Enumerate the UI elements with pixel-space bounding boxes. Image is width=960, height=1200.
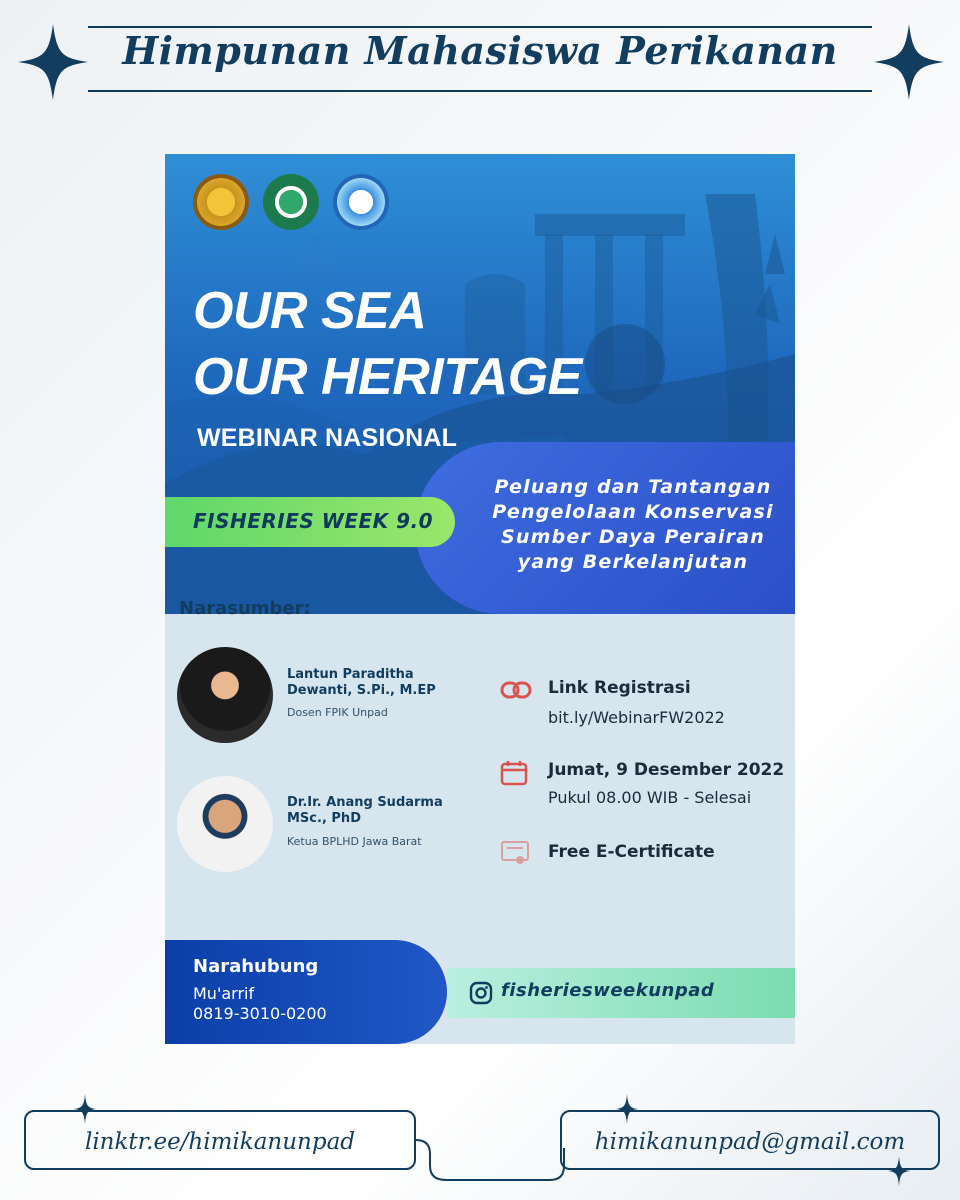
speaker-name: Lantun Paraditha xyxy=(287,667,414,682)
speaker-name: Dr.Ir. Anang Sudarma xyxy=(287,795,443,810)
himpunan-logo xyxy=(263,174,319,230)
contact-panel xyxy=(165,940,447,1044)
avatar xyxy=(177,776,273,872)
topic-line: yang Berkelanjutan xyxy=(517,551,749,573)
page-title: Himpunan Mahasiswa Perikanan xyxy=(122,28,838,73)
registration-label: Link Registrasi xyxy=(548,678,691,698)
link-icon xyxy=(500,680,532,700)
webinar-poster xyxy=(165,154,795,1044)
poster-title-line1: OUR SEA xyxy=(193,282,427,340)
speakers-heading: Narasumber: xyxy=(179,598,311,619)
calendar-icon xyxy=(500,760,528,786)
topic-line: Peluang dan Tantangan xyxy=(494,476,772,498)
event-badge-label: FISHERIES WEEK 9.0 xyxy=(193,509,434,533)
topic-line: Pengelolaan Konservasi xyxy=(492,501,774,523)
instagram-icon xyxy=(469,981,493,1005)
poster-subtitle: WEBINAR NASIONAL xyxy=(197,424,458,452)
sparkle-icon xyxy=(18,24,88,100)
linktree-link[interactable]: linktr.ee/himikanunpad xyxy=(84,1129,356,1155)
sparkle-icon xyxy=(874,24,944,100)
contact-name: Mu'arrif xyxy=(193,984,255,1003)
speaker-role: Ketua BPLHD Jawa Barat xyxy=(287,835,422,848)
header-line-bottom xyxy=(88,90,872,92)
contact-phone: 0819-3010-0200 xyxy=(193,1004,327,1023)
speaker-name: MSc., PhD xyxy=(287,811,361,826)
poster-hero xyxy=(165,154,795,614)
avatar xyxy=(177,647,273,743)
sparkle-icon xyxy=(888,1156,910,1186)
certificate-icon xyxy=(500,840,530,866)
poster-title-line2: OUR HERITAGE xyxy=(193,348,582,406)
registration-link[interactable]: bit.ly/WebinarFW2022 xyxy=(548,708,725,727)
speaker-role: Dosen FPIK Unpad xyxy=(287,706,388,719)
contact-heading: Narahubung xyxy=(193,956,319,977)
email-link[interactable]: himikanunpad@gmail.com xyxy=(594,1129,906,1155)
event-badge xyxy=(165,497,455,547)
fisheries-week-logo xyxy=(333,174,389,230)
sparkle-icon xyxy=(616,1094,638,1124)
event-time: Pukul 08.00 WIB - Selesai xyxy=(548,788,752,807)
instagram-bar xyxy=(447,968,795,1018)
event-date: Jumat, 9 Desember 2022 xyxy=(548,760,785,780)
footer-connector xyxy=(400,1118,580,1188)
topic-line: Sumber Daya Perairan xyxy=(500,526,766,548)
speaker-name: Dewanti, S.Pi., M.EP xyxy=(287,683,436,698)
certificate-label: Free E-Certificate xyxy=(548,842,715,862)
sparkle-icon xyxy=(74,1094,96,1124)
university-logo xyxy=(193,174,249,230)
instagram-handle[interactable]: fisheriesweekunpad xyxy=(501,980,715,1001)
